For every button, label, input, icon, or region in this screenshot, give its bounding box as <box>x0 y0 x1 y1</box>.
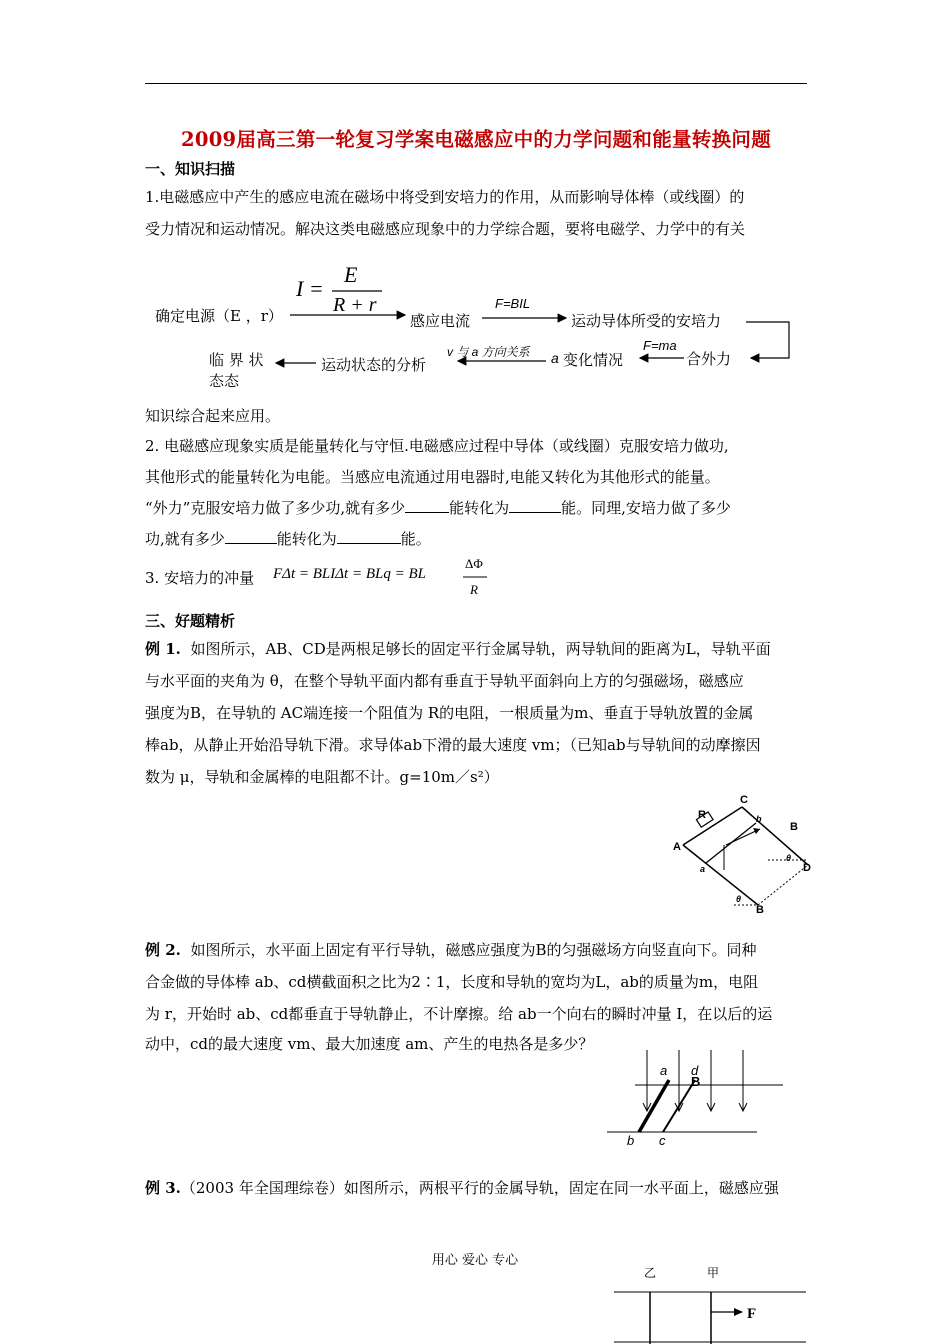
p2-line3-part-c: 能。同理,安培力做了多少 <box>561 499 731 517</box>
fig3-label-jia: 甲 <box>707 1266 720 1280</box>
formula-i-numerator: E <box>344 262 358 287</box>
example-1-figure <box>668 795 828 915</box>
p2-line3-part-a: “外力”克服安培力做了多少功,就有多少 <box>145 499 406 517</box>
paragraph-1-line-1: 1.电磁感应中产生的感应电流在磁场中将受到安培力的作用，从而影响导体棒（或线圈）的 <box>145 188 745 206</box>
example-1-line-4: 棒ab，从静止开始沿导轨下滑。求导体ab下滑的最大速度 vm；（已知ab与导轨间的动摩擦因 <box>145 736 761 754</box>
paragraph-2-line-1: 2. 电磁感应现象实质是能量转化与守恒.电磁感应过程中导体（或线圈）克服安培力做功, <box>145 437 729 455</box>
flow-a-change: 变化情况 <box>563 351 624 369</box>
p2-line4-part-a: 功,就有多少 <box>145 530 225 548</box>
fig1-label-b-small: b <box>756 814 762 824</box>
impulse-formula: FΔt = BLIΔt = BLq = BL <box>273 566 426 582</box>
fig1-label-r: R <box>698 809 706 821</box>
fig1-label-theta-2: θ <box>736 894 742 904</box>
example-2-label: 例 2. <box>145 941 181 959</box>
example-3-text-1: （2003 年全国理综卷）如图所示，两根平行的金属导轨，固定在同一水平面上，磁感应强 <box>180 1179 779 1197</box>
flow-label-f-ma: F=ma <box>643 338 677 353</box>
fig2-label-a: a <box>660 1063 668 1078</box>
paragraph-2-line-2: 其他形式的能量转化为电能。当感应电流通过用电器时,电能又转化为其他形式的能量。 <box>145 468 720 486</box>
example-1-label: 例 1. <box>145 640 181 658</box>
fig1-label-theta-1: θ <box>786 853 792 863</box>
example-2-figure <box>605 1048 795 1148</box>
example-3-figure <box>610 1264 810 1344</box>
section-heading-knowledge: 一、知识扫描 <box>145 160 236 178</box>
example-3-label: 例 3. <box>145 1179 181 1197</box>
fig3-label-f: F <box>747 1306 757 1322</box>
formula-i-lhs: I = <box>296 276 324 301</box>
example-3-line-1 <box>145 1177 779 1198</box>
impulse-frac-numerator: ΔΦ <box>465 556 483 571</box>
paragraph-3-label: 3. 安培力的冲量 <box>145 569 255 587</box>
fig2-label-b: b <box>627 1133 635 1148</box>
example-2-text-1: 如图所示，水平面上固定有平行导轨，磁感应强度为B的匀强磁场方向竖直向下。同种 <box>190 941 757 959</box>
paragraph-1-end: 知识综合起来应用。 <box>145 407 281 425</box>
p2-line3-part-b: 能转化为 <box>449 499 510 517</box>
fig1-label-a: A <box>673 841 681 853</box>
fig1-label-b-field: B <box>790 821 798 833</box>
fig3-label-yi: 乙 <box>644 1266 657 1280</box>
example-2-line-2: 合金做的导体棒 ab、cd横截面积之比为2∶1，长度和导轨的宽均为L，ab的质量为m，电阻 <box>145 973 759 991</box>
flow-critical-line-1: 临 界 状 <box>209 351 264 369</box>
impulse-frac-denominator: R <box>470 582 478 597</box>
formula-i-denominator: R + r <box>333 294 377 316</box>
page-title: 2009届高三第一轮复习学案电磁感应中的力学问题和能量转换问题 <box>180 128 772 151</box>
dashed-base <box>758 865 808 905</box>
paragraph-1-line-2: 受力情况和运动情况。解决这类电磁感应现象中的力学综合题，要将电磁学、力学中的有关 <box>145 220 746 238</box>
flow-ampere-force: 运动导体所受的安培力 <box>571 312 722 330</box>
rail-ac <box>683 807 742 845</box>
flow-source: 确定电源（E ，r） <box>155 307 283 325</box>
rod-ab <box>639 1080 669 1132</box>
example-1-line-3: 强度为B，在导轨的 AC端连接一个阻值为 R的电阻，一根质量为m、垂直于导轨放置的金属 <box>145 704 754 722</box>
fig1-label-c: C <box>740 794 748 806</box>
fig1-label-a-small: a <box>700 864 706 874</box>
fig2-label-c: c <box>659 1133 666 1148</box>
flow-a-symbol: a <box>551 350 559 366</box>
p2-line4-part-c: 能。 <box>400 530 431 548</box>
fig1-label-b-bottom: B <box>756 904 764 916</box>
p2-line4-part-b: 能转化为 <box>276 530 337 548</box>
example-1-line-2: 与水平面的夹角为 θ，在整个导轨平面内都有垂直于导轨平面斜向上方的匀强磁场，磁感应 <box>145 672 744 690</box>
flow-motion-analysis: 运动状态的分析 <box>321 356 427 374</box>
example-1-line-5: 数为 μ，导轨和金属棒的电阻都不计。g=10m／s²） <box>145 768 499 786</box>
page-footer: 用心 爱心 专心 <box>431 1253 519 1268</box>
fig2-label-d: d <box>691 1063 699 1078</box>
fig1-label-d: D <box>803 862 811 874</box>
rail-ab <box>683 845 758 905</box>
example-1-line-1 <box>145 638 771 659</box>
example-2-line-4: 动中，cd的最大速度 vm、最大加速度 am、产生的电热各是多少？ <box>145 1035 594 1053</box>
flow-net-force: 合外力 <box>686 350 732 368</box>
flow-current: 感应电流 <box>410 312 471 330</box>
example-2-line-1 <box>145 939 756 960</box>
fig2-label-b-field: B <box>691 1074 701 1089</box>
section-heading-examples: 三、好题精析 <box>145 612 236 630</box>
rail-cd <box>742 807 808 865</box>
example-2-line-3: 为 r，开始时 ab、cd都垂直于导轨静止，不计摩擦。给 ab一个向右的瞬时冲量 I，在以后的运 <box>145 1005 773 1023</box>
example-1-text-1: 如图所示，AB、CD是两根足够长的固定平行金属导轨，两导轨间的距离为L，导轨平面 <box>190 640 771 658</box>
flow-label-f-bil: F=BIL <box>495 296 531 311</box>
flow-critical-line-2: 态态 <box>209 372 240 390</box>
flow-label-v-a: v 与 a 方向关系 <box>447 345 530 359</box>
